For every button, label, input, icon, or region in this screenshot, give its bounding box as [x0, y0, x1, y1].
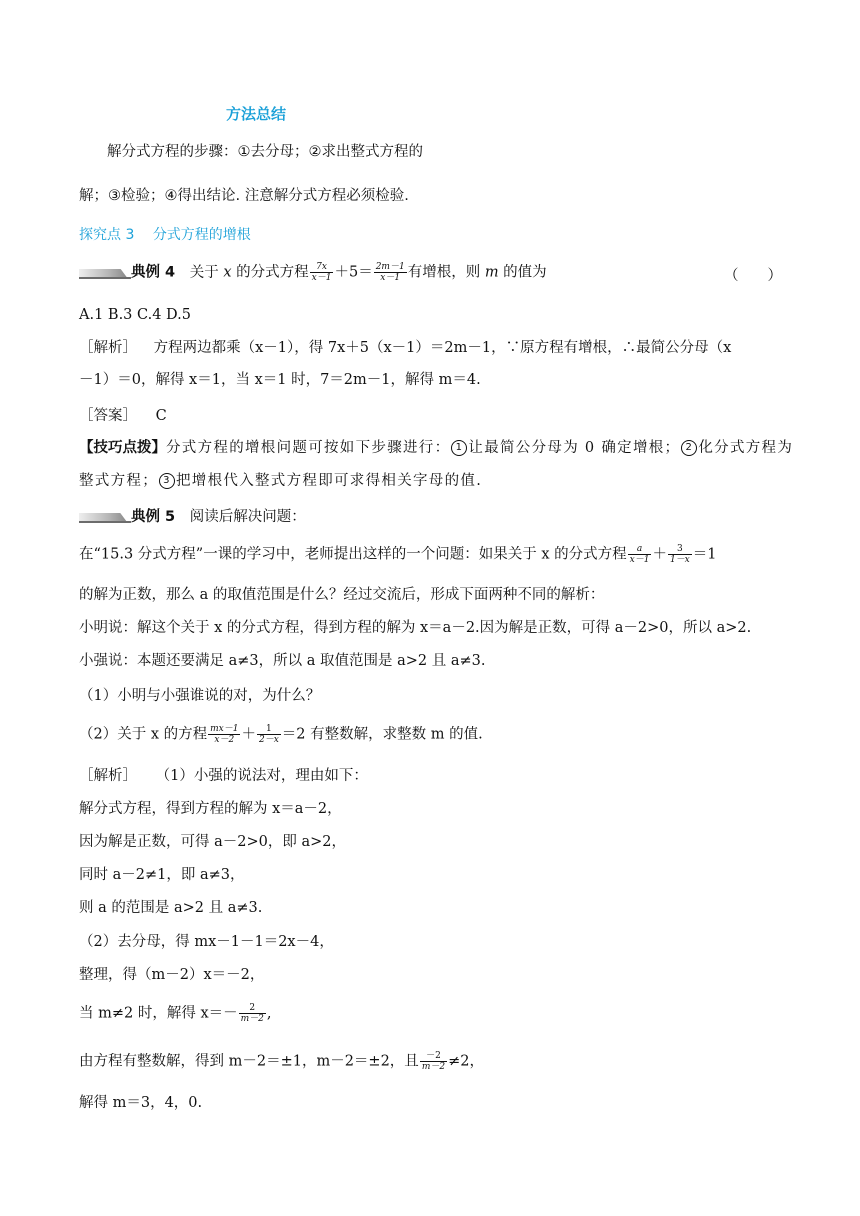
example-tag-icon — [79, 512, 127, 522]
solution-line-7: 整理，得（m－2）x＝－2， — [79, 967, 265, 983]
example5-label: 典例 5 — [131, 509, 176, 525]
fraction-b — [668, 544, 692, 565]
s9-text-a: 由方程有整数解，得到 m－2＝±1，m－2＝±2，且 — [79, 1053, 419, 1070]
circled-one-icon: 1 — [451, 440, 467, 456]
q-text-b: 的分式方程 — [236, 264, 309, 281]
circled-three-icon: 3 — [159, 473, 175, 489]
s8-text-a: 当 m≠2 时，解得 x＝－ — [79, 1005, 238, 1022]
example5-p4: 小强说：本题还要满足 a≠3，所以 a 取值范围是 a>2 且 a≠3. — [79, 653, 486, 669]
q2-text-b: ＝2 有整数解，求整数 m 的值. — [281, 726, 483, 743]
s8-text-b: , — [266, 1005, 272, 1022]
fraction-f — [420, 1051, 447, 1072]
example5-p3: 小明说：解这个关于 x 的分式方程，得到方程的解为 x＝a－2.因为解是正数，可得 a－2>0，所以 a>2. — [79, 620, 752, 636]
tip-line2-a: 整式方程； — [79, 473, 158, 489]
solution-line-10: 解得 m＝3，4，0. — [79, 1095, 203, 1111]
s9-text-b: ≠2， — [448, 1053, 484, 1070]
fraction-a-den: x－1 — [629, 555, 650, 565]
fraction-a — [628, 544, 652, 565]
analysis-text-1: 方程两边都乘（x－1），得 7x＋5（x－1）＝2m－1，∵原方程有增根，∴最简公分母（x — [153, 340, 732, 356]
solution-line-3: 因为解是正数，可得 a－2>0，即 a>2， — [79, 834, 346, 850]
summary-title: 方法总结 — [226, 105, 287, 123]
section-label: 探究点 3 — [79, 227, 135, 243]
fraction-e — [239, 1003, 266, 1024]
tip-text-b: 让最简公分母为 0 确定增根； — [468, 440, 681, 456]
var-m: m — [484, 264, 499, 281]
fraction-2 — [374, 262, 407, 283]
fraction-b-num: 3 — [668, 544, 692, 555]
var-x: x — [223, 264, 232, 281]
tip-text-a: 分式方程的增根问题可按如下步骤进行： — [166, 440, 451, 456]
fraction-b-den: 1－x — [669, 555, 690, 565]
fraction-2-den: x－1 — [380, 273, 401, 283]
solution-line-4: 同时 a－2≠1，即 a≠3， — [79, 867, 245, 883]
example5-intro: 阅读后解决问题： — [189, 509, 306, 525]
q-text-a: 关于 — [189, 264, 219, 281]
solution-line-6: （2）去分母，得 mx－1－1＝2x－4， — [79, 934, 334, 950]
solution-line-8 — [79, 1003, 272, 1024]
example5-q2 — [79, 724, 483, 745]
example-tag-icon — [79, 268, 127, 278]
fraction-f-num: －2 — [420, 1051, 447, 1062]
fraction-2-num: 2m－1 — [375, 262, 405, 272]
summary-line2: 解；③检验；④得出结论. 注意解分式方程必须检验. — [79, 188, 409, 204]
fraction-e-num: 2 — [239, 1003, 266, 1014]
summary-line1: 解分式方程的步骤：①去分母；②求出整式方程的 — [107, 144, 423, 160]
answer-value: C — [155, 408, 167, 424]
fraction-f-den: m－2 — [421, 1062, 446, 1072]
plus-five: ＋5＝ — [334, 264, 373, 281]
fraction-1 — [310, 262, 334, 283]
circled-two-icon: 2 — [681, 440, 697, 456]
tip-line-1 — [79, 438, 793, 458]
plus-sign: ＋ — [652, 546, 667, 563]
fraction-c — [208, 724, 240, 745]
solution-line-1: （1）小强的说法对，理由如下： — [155, 768, 368, 784]
analysis-label: ［解析］ — [79, 340, 137, 356]
solution-line-5: 则 a 的范围是 a>2 且 a≠3. — [79, 900, 263, 916]
equals-one: ＝1 — [692, 546, 717, 563]
tip-text-c: 化分式方程为 — [698, 440, 794, 456]
fraction-1-num: 7x — [310, 262, 334, 273]
section-heading — [79, 225, 251, 245]
tip-line2-b: 把增根代入整式方程即可求得相关字母的值. — [176, 473, 483, 489]
example5-header — [79, 507, 306, 527]
example4-options: A.1 B.3 C.4 D.5 — [79, 307, 191, 323]
tip-label: 【技巧点拨】 — [79, 440, 166, 456]
tip-line-2 — [79, 471, 482, 491]
fraction-c-num: mx－1 — [210, 724, 239, 734]
example4-label: 典例 4 — [131, 264, 176, 281]
example5-p2: 的解为正数，那么 a 的取值范围是什么？经过交流后，形成下面两种不同的解析： — [79, 587, 605, 603]
analysis-label: ［解析］ — [79, 768, 137, 784]
example5-analysis-1 — [79, 766, 368, 786]
example4-analysis-2: －1）＝0，解得 x＝1，当 x＝1 时，7＝2m－1，解得 m＝4. — [79, 372, 481, 388]
fraction-e-den: m－2 — [240, 1014, 264, 1024]
fraction-c-den: x－2 — [214, 735, 235, 745]
example4-answer — [79, 406, 167, 426]
q-text-c: 有增根，则 — [407, 264, 481, 281]
answer-label: ［答案］ — [79, 408, 137, 424]
q2-text-a: （2）关于 x 的方程 — [79, 726, 208, 743]
example4-question — [79, 262, 547, 283]
answer-bracket: （ ） — [724, 268, 782, 284]
plus-sign: ＋ — [241, 726, 256, 743]
solution-line-9 — [79, 1051, 484, 1072]
section-title: 分式方程的增根 — [152, 227, 251, 243]
solution-line-2: 解分式方程，得到方程的解为 x＝a－2， — [79, 801, 342, 817]
fraction-1-den: x－1 — [311, 273, 332, 283]
example5-q1: （1）小明与小强谁说的对，为什么？ — [79, 688, 321, 704]
fraction-a-num: a — [628, 544, 652, 555]
q-text-d: 的值为 — [503, 264, 547, 281]
p1-text: 在“15.3 分式方程”一课的学习中，老师提出这样的一个问题：如果关于 x 的分式方程 — [79, 546, 627, 563]
fraction-d-num: 1 — [257, 724, 281, 735]
fraction-d-den: 2－x — [258, 735, 279, 745]
example5-p1 — [79, 544, 716, 565]
example4-analysis-1 — [79, 338, 731, 358]
fraction-d — [257, 724, 281, 745]
